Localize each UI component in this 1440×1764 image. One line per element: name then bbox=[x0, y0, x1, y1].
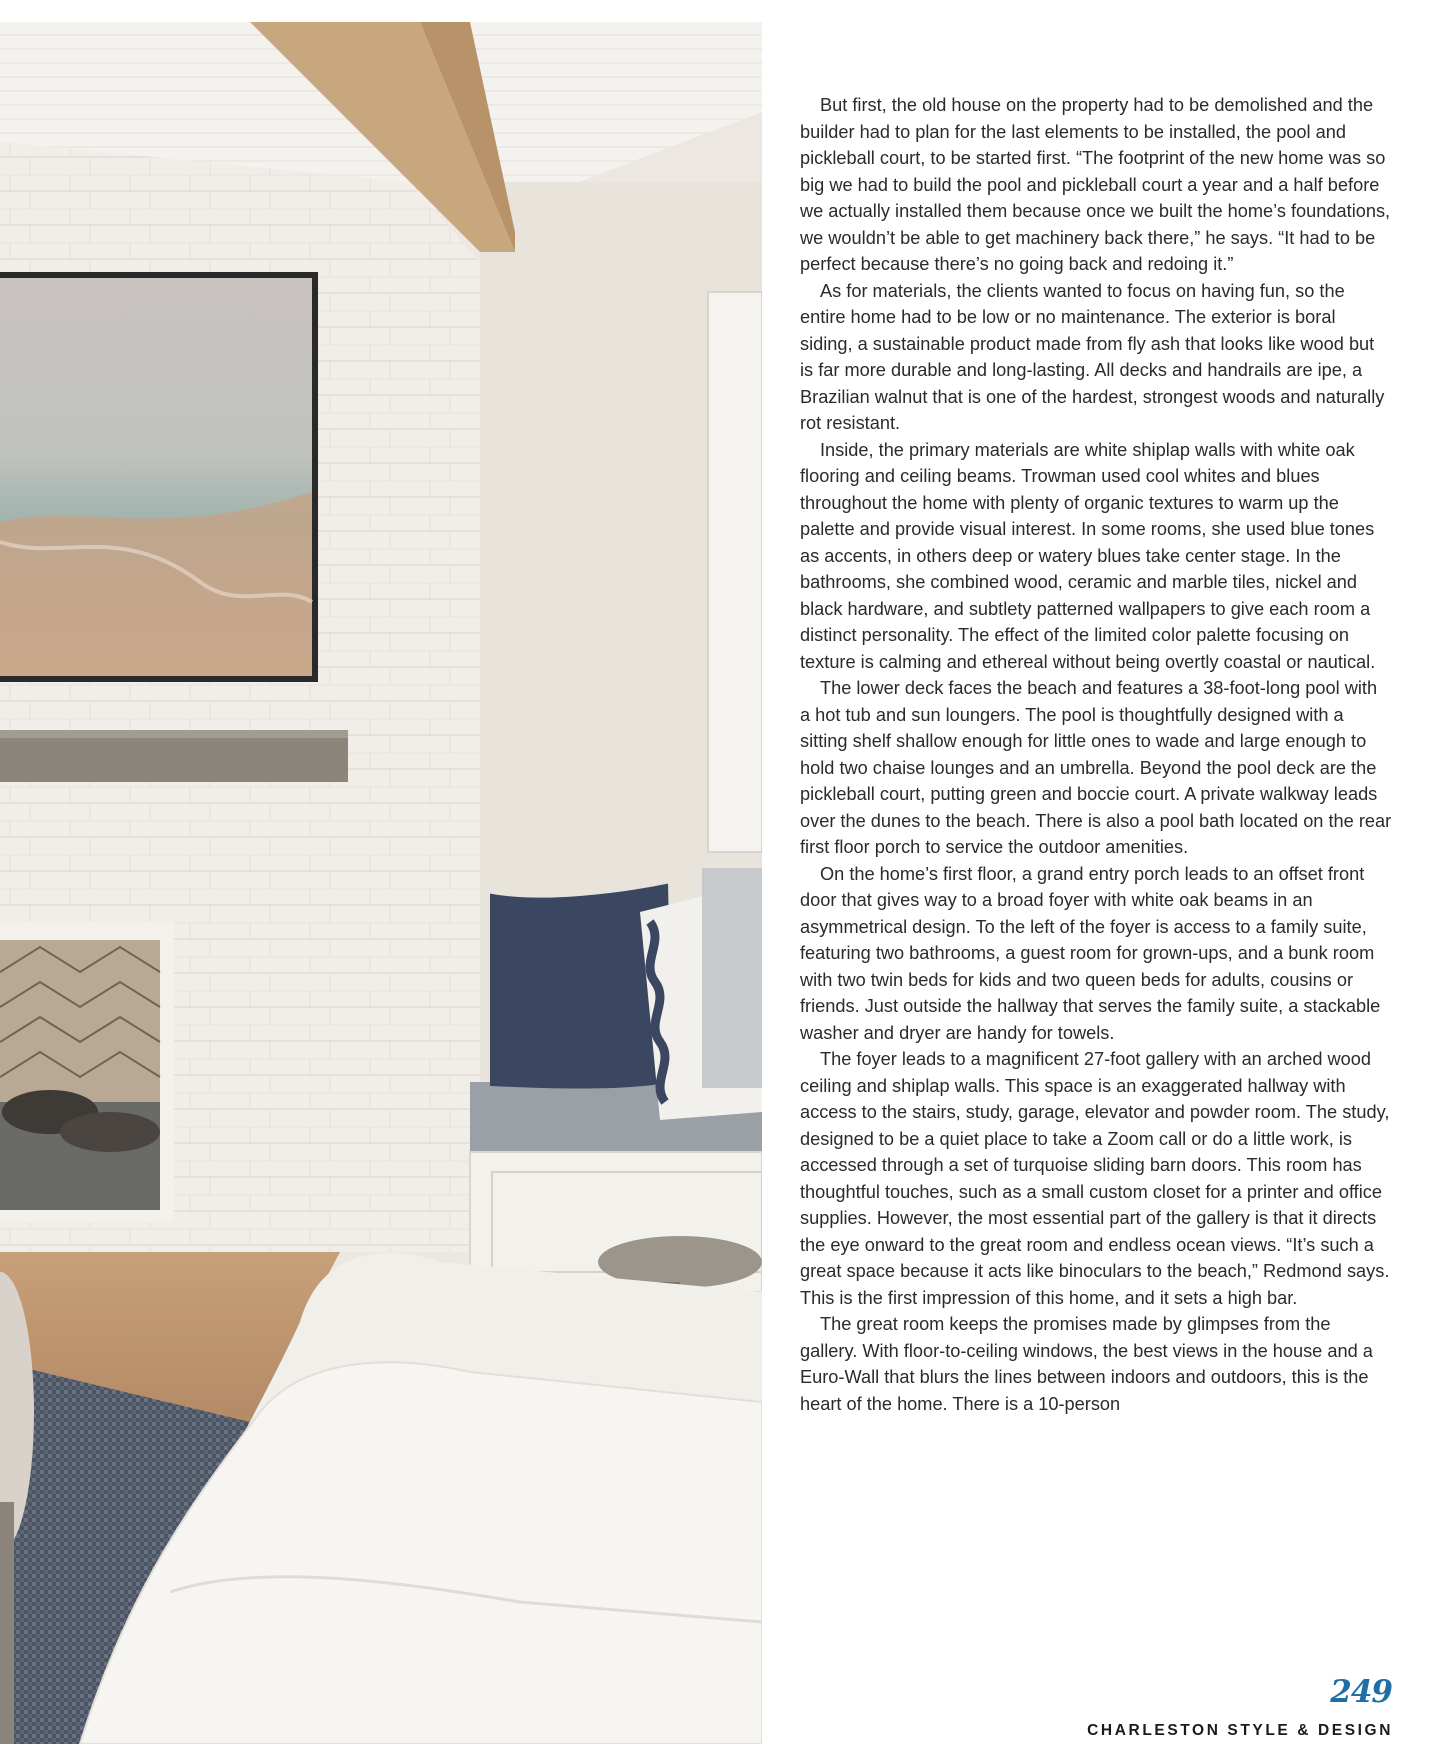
article-paragraph: But first, the old house on the property had to be demolished and the builder had to plan for the last elements to be installed, the pool and pickleball court, to be started first. “The footprint of the new home was so big we had to build the pool and pickleball court a year and a half before we actually installed them because once we built the home’s foundations, we wouldn’t be able to get machinery back there,” he says. “It had to be perfect because there’s no going back and redoing it.” bbox=[800, 95, 1391, 274]
article-paragraph: As for materials, the clients wanted to focus on having fun, so the entire home had to be low or no maintenance. The exterior is boral siding, a sustainable product made from fly ash that looks like wood but is far more durable and long-lasting. All decks and handrails are ipe, a Brazilian walnut that is one of the hardest, strongest woods and naturally rot resistant. bbox=[800, 280, 1385, 433]
article-paragraph: Inside, the primary materials are white shiplap walls with white oak flooring and ceiling beams. Trowman used cool whites and blues throughout the home with plenty of organic textures to warm up the palette and provide visual interest. In some rooms, she used blue tones as accents, in others deep or watery blues take center stage. In the bathrooms, she combined wood, ceramic and marble tiles, nickel and black hardware, and subtlety patterned wallpapers to give each room a distinct personality. The effect of the limited color palette focusing on texture is calming and ethereal without being overtly coastal or nautical. bbox=[800, 439, 1376, 672]
page-number: 249 bbox=[1330, 1674, 1392, 1710]
interior-photo bbox=[0, 22, 762, 1744]
article-paragraph: The lower deck faces the beach and features a 38-foot-long pool with a hot tub and sun loungers. The pool is thoughtfully designed with a sitting shelf shallow enough for little ones to wade and large enough to hold two chaise lounges and an umbrella. Beyond the pool deck are the pickleball court, putting green and boccie court. A private walkway leads over the dunes to the beach. There is also a pool bath located on the rear first floor porch to service the outdoor amenities. bbox=[800, 678, 1392, 857]
article-body bbox=[800, 92, 1392, 1417]
living-room-illustration bbox=[0, 22, 762, 1744]
article-paragraph: The great room keeps the promises made by glimpses from the gallery. With floor-to-ceiling windows, the best views in the house and a Euro-Wall that blurs the lines between indoors and outdoors, this is the heart of the home. There is a 10-person bbox=[800, 1314, 1373, 1414]
article-paragraph: The foyer leads to a magnificent 27-foot gallery with an arched wood ceiling and shiplap walls. This space is an exaggerated hallway with access to the stairs, study, garage, elevator and powder room. The study, designed to be a quiet place to take a Zoom call or do a little work, is accessed through a set of turquoise sliding barn doors. This room has thoughtful touches, such as a small custom closet for a printer and office supplies. However, the most essential part of the gallery is that it directs the eye onward to the great room and endless ocean views. “It’s such a great space because it acts like binoculars to the beach,” Redmond says. This is the first impression of this home, and it sets a high bar. bbox=[800, 1049, 1390, 1308]
article-paragraph: On the home’s first floor, a grand entry porch leads to an offset front door that gives way to a broad foyer with white oak beams in an asymmetrical design. To the left of the foyer is access to a family suite, featuring two bathrooms, a guest room for grown-ups, and a bunk room with two twin beds for kids and two queen beds for adults, cousins or friends. Just outside the hallway that serves the family suite, a stackable washer and dryer are handy for towels. bbox=[800, 863, 1381, 1043]
magazine-name: CHARLESTON STYLE & DESIGN bbox=[1087, 1722, 1393, 1739]
